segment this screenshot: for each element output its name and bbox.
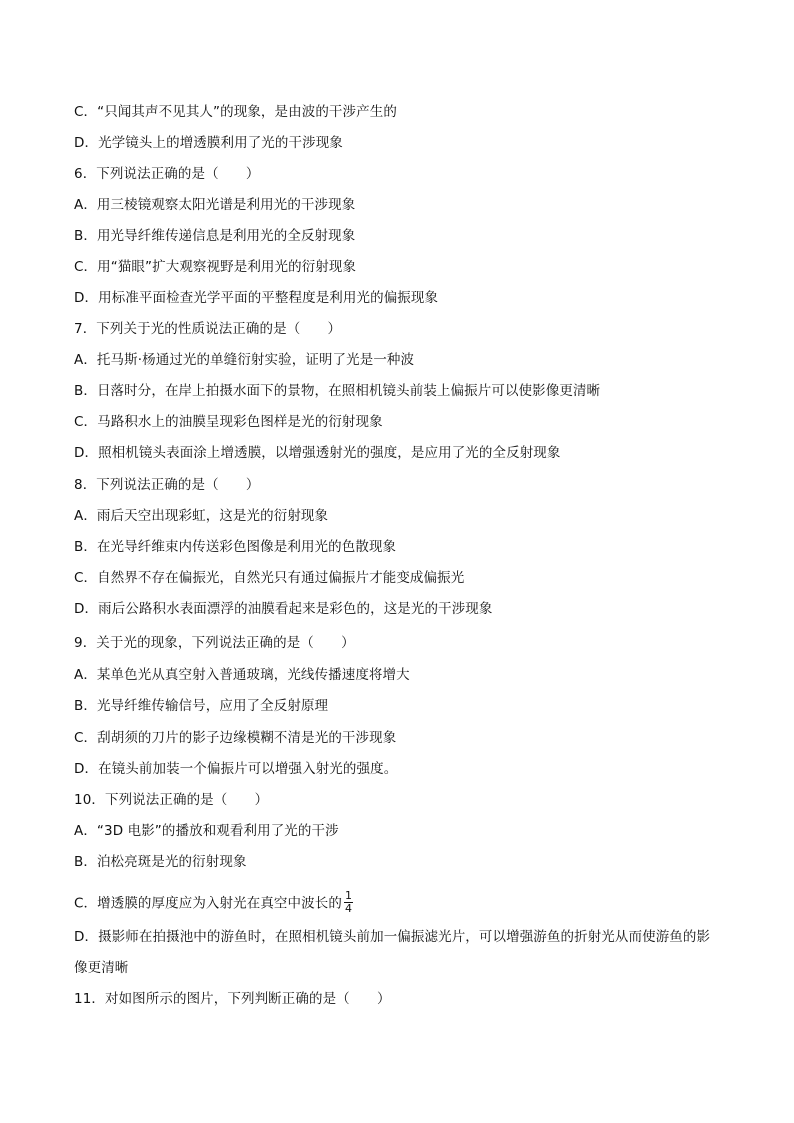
option-10a: A．“3D 电影”的播放和观看利用了光的干涉 bbox=[74, 823, 339, 839]
question-11: 11．对如图所示的图片，下列判断正确的是（ ） bbox=[74, 991, 391, 1007]
option-7d: D．照相机镜头表面涂上增透膜，以增强透射光的强度，是应用了光的全反射现象 bbox=[74, 445, 561, 461]
option-9a: A．某单色光从真空射入普通玻璃，光线传播速度将增大 bbox=[74, 667, 410, 683]
option-7b: B．日落时分，在岸上拍摄水面下的景物，在照相机镜头前装上偏振片可以使影像更清晰 bbox=[74, 383, 601, 399]
question-6: 6．下列说法正确的是（ ） bbox=[74, 166, 260, 182]
option-10c-text: C．增透膜的厚度应为入射光在真空中波长的 bbox=[74, 895, 342, 912]
option-6d: D．用标准平面检查光学平面的平整程度是利用光的偏振现象 bbox=[74, 290, 439, 306]
option-7a: A．托马斯·杨通过光的单缝衍射实验，证明了光是一种波 bbox=[74, 352, 415, 368]
option-5d: D．光学镜头上的增透膜利用了光的干涉现象 bbox=[74, 135, 343, 151]
option-6c: C．用“猫眼”扩大观察视野是利用光的衍射现象 bbox=[74, 259, 357, 275]
option-6a: A．用三棱镜观察太阳光谱是利用光的干涉现象 bbox=[74, 197, 356, 213]
option-8a: A．雨后天空出现彩虹，这是光的衍射现象 bbox=[74, 508, 329, 524]
option-7c: C．马路积水上的油膜呈现彩色图样是光的衍射现象 bbox=[74, 414, 383, 430]
question-7: 7．下列关于光的性质说法正确的是（ ） bbox=[74, 321, 342, 337]
option-8d: D．雨后公路积水表面漂浮的油膜看起来是彩色的，这是光的干涉现象 bbox=[74, 601, 493, 617]
option-6b: B．用光导纤维传递信息是利用光的全反射现象 bbox=[74, 228, 356, 244]
option-9b: B．光导纤维传输信号，应用了全反射原理 bbox=[74, 698, 329, 714]
option-10c bbox=[74, 891, 353, 916]
question-8: 8．下列说法正确的是（ ） bbox=[74, 477, 260, 493]
option-10d-continued: 像更清晰 bbox=[74, 960, 129, 976]
option-5c: C．“只闻其声不见其人”的现象，是由波的干涉产生的 bbox=[74, 104, 397, 120]
question-10: 10．下列说法正确的是（ ） bbox=[74, 792, 269, 808]
option-9c: C．刮胡须的刀片的影子边缘模糊不清是光的干涉现象 bbox=[74, 730, 397, 746]
option-8c: C．自然界不存在偏振光，自然光只有通过偏振片才能变成偏振光 bbox=[74, 570, 465, 586]
option-10d: D．摄影师在拍摄池中的游鱼时，在照相机镜头前加一偏振滤光片，可以增强游鱼的折射光从而使游鱼的影 bbox=[74, 929, 711, 945]
fraction-one-quarter bbox=[344, 890, 353, 915]
option-10b: B．泊松亮斑是光的衍射现象 bbox=[74, 854, 247, 870]
fraction-numerator: 1 bbox=[344, 889, 353, 902]
option-8b: B．在光导纤维束内传送彩色图像是利用光的色散现象 bbox=[74, 539, 397, 555]
option-9d: D．在镜头前加装一个偏振片可以增强入射光的强度。 bbox=[74, 761, 398, 777]
fraction-denominator: 4 bbox=[344, 902, 353, 915]
question-9: 9．关于光的现象，下列说法正确的是（ ） bbox=[74, 635, 355, 651]
